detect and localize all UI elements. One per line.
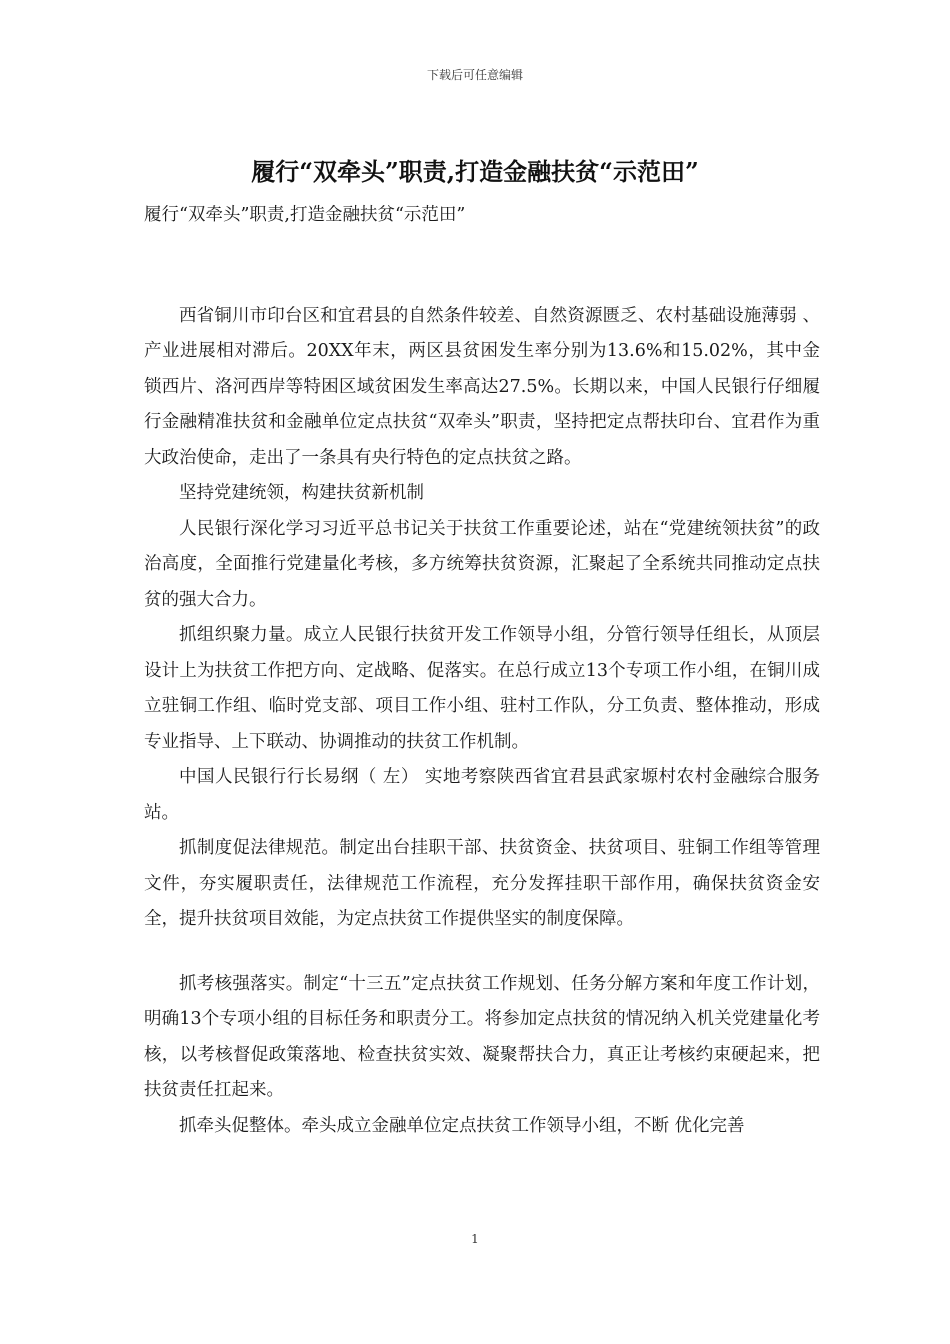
section-heading: 坚持党建统领，构建扶贫新机制 — [179, 483, 424, 503]
subtitle: 履行“双牵头”职责,打造金融扶贫“示范田” — [144, 205, 466, 225]
photo-caption: 中国人民银行行长易纲（ 左） 实地考察陕西省宜君县武家塬村农村金融综合服务站。 — [144, 767, 820, 823]
paragraph: 抓组织聚力量。成立人民银行扶贫开发工作领导小组，分管行领导任组长，从顶层设计上为扶贫工作把方向、定战略、促落实。在总行成立13个专项工作小组，在铜川成立驻铜工作组、临时党支部、项目工作小组、驻村工作队，分工负责、整体推动，形成专业指导、上下联动、协调推动的扶贫工作机制。 — [144, 625, 820, 752]
spacer — [144, 234, 820, 270]
document-body — [144, 198, 820, 1144]
paragraph: 抓牵头促整体。牵头成立金融单位定点扶贫工作领导小组，不断 优化完善 — [179, 1115, 745, 1136]
paragraph: 抓制度促法律规范。制定出台挂职干部、扶贫资金、扶贫项目、驻铜工作组等管理文件，夯实履职责任，法律规范工作流程，充分发挥挂职干部作用，确保扶贫资金安全，提升扶贫项目效能，为定点扶贫工作提供坚实的制度保障。 — [144, 838, 820, 929]
spacer — [144, 270, 820, 299]
page-header: 下载后可任意编辑 — [426, 68, 523, 82]
paragraph-intro: 西省铜川市印台区和宜君县的自然条件较差、自然资源匮乏、农村基础设施薄弱 、产业进展相对滞后。20XX年末，两区县贫困发生率分别为13.6%和15.02%，其中金锁西片、洛河西岸等特困区域贫困发生率高达27.5%。长期以来，中国人民银行仔细履行金融精准扶贫和金融单位定点扶贫“双牵头”职责，坚持把定点帮扶印台、宜君作为重大政治使命，走出了一条具有央行特色的定点扶贫之路。 — [144, 305, 820, 468]
document-title: 履行“双牵头”职责,打造金融扶贫“示范田” — [251, 157, 699, 186]
paragraph: 人民银行深化学习习近平总书记关于扶贫工作重要论述，站在“党建统领扶贫”的政治高度，全面推行党建量化考核，多方统筹扶贫资源，汇聚起了全系统共同推动定点扶贫的强大合力。 — [144, 518, 820, 610]
paragraph: 抓考核强落实。制定“十三五”定点扶贫工作规划、任务分解方案和年度工作计划，明确13个专项小组的目标任务和职责分工。将参加定点扶贫的情况纳入机关党建量化考核，以考核督促政策落地、检查扶贫实效、凝聚帮扶合力，真正让考核约束硬起来，把扶贫责任扛起来。 — [144, 973, 820, 1100]
spacer — [144, 938, 820, 967]
page-number: 1 — [471, 1232, 479, 1246]
